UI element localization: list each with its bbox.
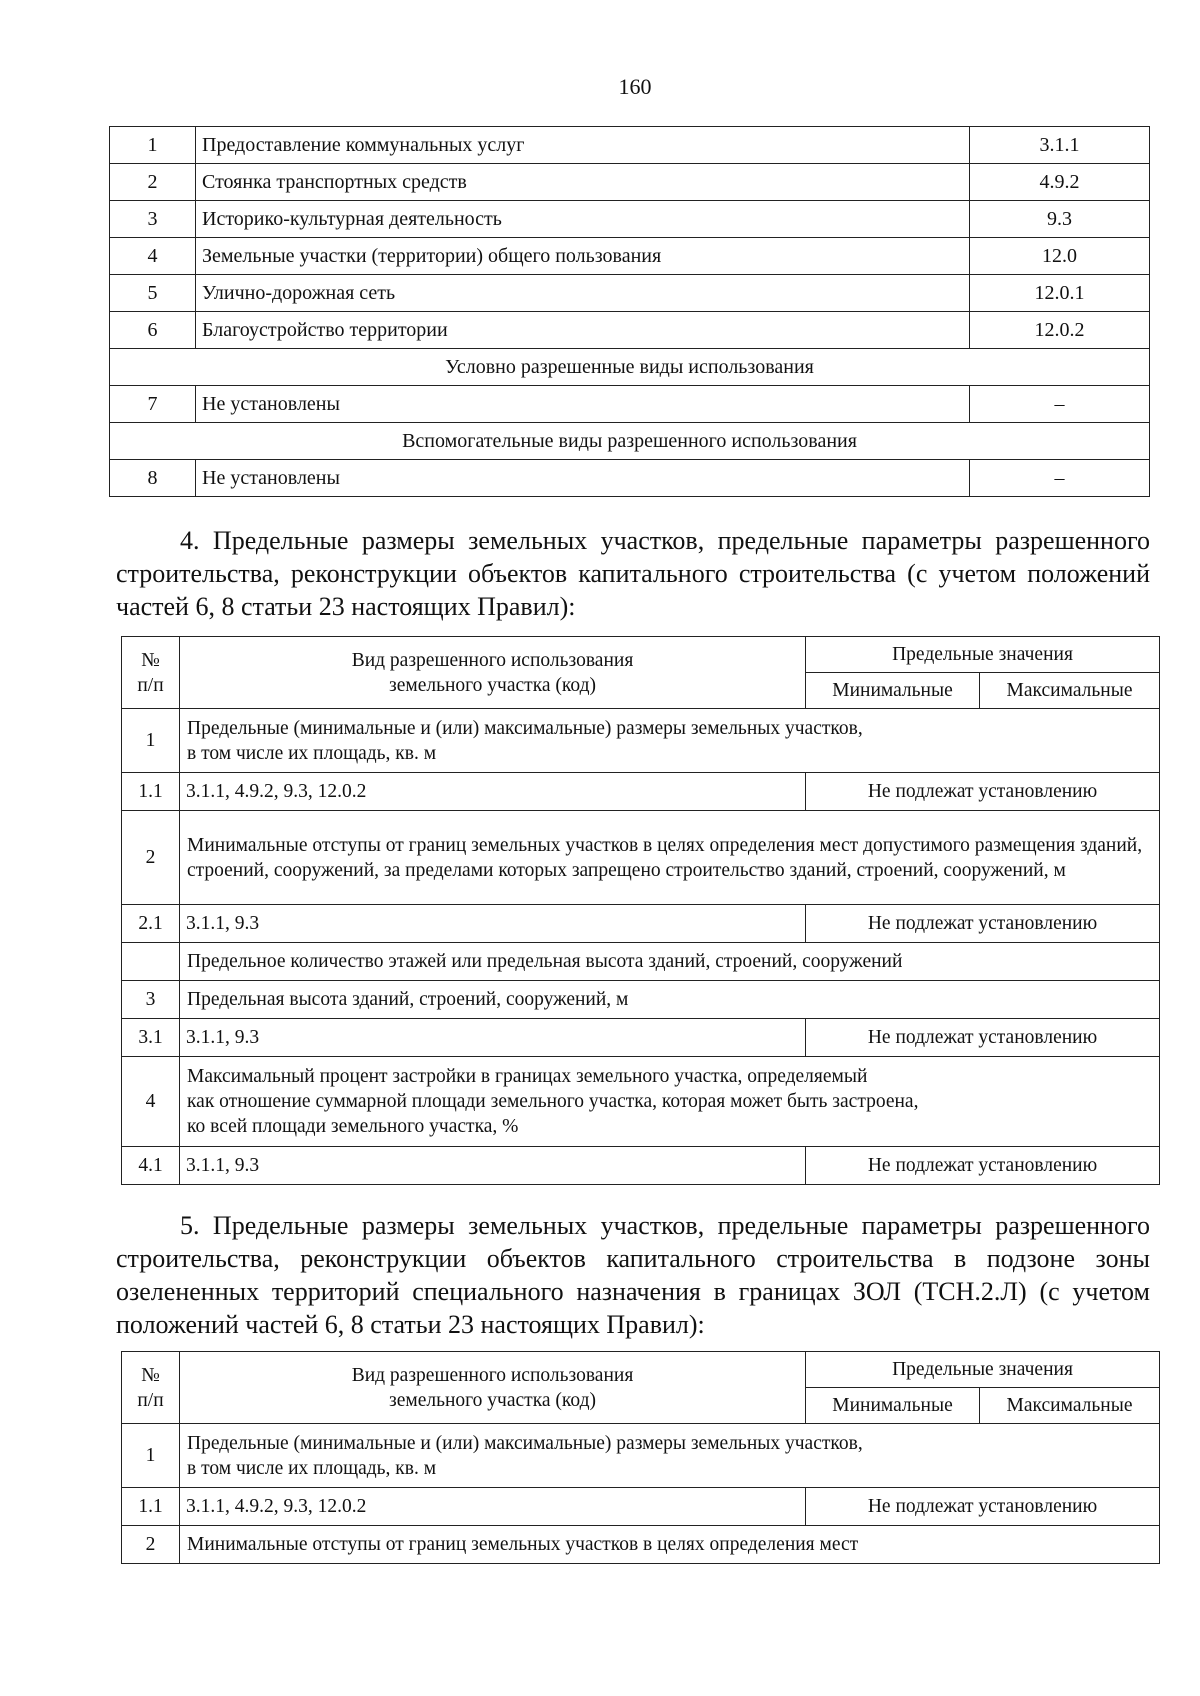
table-row <box>110 460 1150 497</box>
use-kind-name: Земельные участки (территории) общего пользования <box>196 238 970 275</box>
use-kind-code: 12.0.2 <box>970 312 1150 349</box>
table-row <box>110 238 1150 275</box>
table-header-row <box>122 1352 1160 1388</box>
header-number: № п/п <box>122 637 180 709</box>
limit-value: Не подлежат установлению <box>806 905 1160 943</box>
header-minimum: Минимальные <box>806 1388 980 1424</box>
section-row <box>110 349 1150 386</box>
use-kind-name: Благоустройство территории <box>196 312 970 349</box>
page-number: 160 <box>618 74 652 99</box>
section-heading-auxiliary: Вспомогательные виды разрешенного использования <box>110 423 1150 460</box>
row-number: 5 <box>110 275 196 312</box>
header-limit-values: Предельные значения <box>806 1352 1160 1388</box>
table-row <box>110 312 1150 349</box>
parameter-text: Предельное количество этажей или предельная высота зданий, строений, сооружений <box>180 943 1160 981</box>
table-row <box>122 1526 1160 1564</box>
row-number: 1 <box>122 709 180 773</box>
limit-value: Не подлежат установлению <box>806 1488 1160 1526</box>
row-number: 2 <box>122 1526 180 1564</box>
use-kind-name: Стоянка транспортных средств <box>196 164 970 201</box>
row-number: 1 <box>110 127 196 164</box>
header-use-kind: Вид разрешенного использования земельного участка (код) <box>180 1352 806 1424</box>
row-number: 4 <box>110 238 196 275</box>
row-number: 1 <box>122 1424 180 1488</box>
header-number: № п/п <box>122 1352 180 1424</box>
use-codes: 3.1.1, 9.3 <box>180 1019 806 1057</box>
use-kind-name: Предоставление коммунальных услуг <box>196 127 970 164</box>
header-use-kind: Вид разрешенного использования земельного участка (код) <box>180 637 806 709</box>
row-number: 8 <box>110 460 196 497</box>
paragraph-5-text: 5. Предельные размеры земельных участков, предельные параметры разрешенного строительства, реконструкции объектов капитального строительства в подзоне зоны озелененных территорий специального назначения в границах ЗОЛ (ТСН.2.Л) (с учетом положений частей 6, 8 статьи 23 настоящих Правил): <box>116 1211 1150 1339</box>
limit-value: Не подлежат установлению <box>806 773 1160 811</box>
row-number: 7 <box>110 386 196 423</box>
limit-value: Не подлежат установлению <box>806 1147 1160 1185</box>
use-kind-code: 12.0 <box>970 238 1150 275</box>
paragraph-4 <box>116 524 1150 623</box>
table-row <box>122 811 1160 905</box>
parameter-text: Максимальный процент застройки в границах земельного участка, определяемый как отношение суммарной площади земельного участка, которая может быть застроена, ко всей площади земельного участка, % <box>180 1057 1160 1147</box>
table-row <box>122 1019 1160 1057</box>
parameter-text: Предельная высота зданий, строений, сооружений, м <box>180 981 1160 1019</box>
row-number: 3 <box>122 981 180 1019</box>
row-number: 1.1 <box>122 1488 180 1526</box>
row-number: 1.1 <box>122 773 180 811</box>
row-number: 3 <box>110 201 196 238</box>
header-maximum: Максимальные <box>980 1388 1160 1424</box>
row-number: 2.1 <box>122 905 180 943</box>
header-maximum: Максимальные <box>980 673 1160 709</box>
row-number: 6 <box>110 312 196 349</box>
use-kind-name: Улично-дорожная сеть <box>196 275 970 312</box>
table-row <box>122 1057 1160 1147</box>
use-kind-code: 9.3 <box>970 201 1150 238</box>
table-row <box>110 386 1150 423</box>
paragraph-5 <box>116 1209 1150 1341</box>
use-kind-code: – <box>970 386 1150 423</box>
parameter-text: Предельные (минимальные и (или) максимальные) размеры земельных участков, в том числе их площадь, кв. м <box>180 709 1160 773</box>
permitted-use-table <box>109 126 1150 497</box>
table-row <box>122 1488 1160 1526</box>
use-codes: 3.1.1, 4.9.2, 9.3, 12.0.2 <box>180 1488 806 1526</box>
table-row <box>122 773 1160 811</box>
use-kind-name: Историко-культурная деятельность <box>196 201 970 238</box>
section-heading-conditional: Условно разрешенные виды использования <box>110 349 1150 386</box>
row-number: 4.1 <box>122 1147 180 1185</box>
section-row <box>110 423 1150 460</box>
table-row <box>110 127 1150 164</box>
paragraph-4-text: 4. Предельные размеры земельных участков, предельные параметры разрешенного строительства, реконструкции объектов капитального строительства (с учетом положений частей 6, 8 статьи 23 настоящих Правил): <box>116 526 1150 621</box>
header-limit-values: Предельные значения <box>806 637 1160 673</box>
row-number: 2 <box>110 164 196 201</box>
row-number: 3.1 <box>122 1019 180 1057</box>
table-row <box>122 709 1160 773</box>
parameter-text: Предельные (минимальные и (или) максимальные) размеры земельных участков, в том числе их площадь, кв. м <box>180 1424 1160 1488</box>
parameter-text: Минимальные отступы от границ земельных участков в целях определения мест <box>180 1526 1160 1564</box>
limit-value: Не подлежат установлению <box>806 1019 1160 1057</box>
header-minimum: Минимальные <box>806 673 980 709</box>
table-row <box>122 943 1160 981</box>
parameter-text: Минимальные отступы от границ земельных участков в целях определения мест допустимого размещения зданий, строений, сооружений, за пределами которых запрещено строительство зданий, строений, сооружений, м <box>180 811 1160 905</box>
row-number: 2 <box>122 811 180 905</box>
use-kind-name: Не установлены <box>196 460 970 497</box>
row-number: 4 <box>122 1057 180 1147</box>
table-row <box>122 1147 1160 1185</box>
use-codes: 3.1.1, 9.3 <box>180 1147 806 1185</box>
row-number-empty <box>122 943 180 981</box>
table-row <box>110 201 1150 238</box>
use-kind-code: 4.9.2 <box>970 164 1150 201</box>
table-row <box>122 905 1160 943</box>
table-row <box>122 1424 1160 1488</box>
use-codes: 3.1.1, 4.9.2, 9.3, 12.0.2 <box>180 773 806 811</box>
use-kind-code: 3.1.1 <box>970 127 1150 164</box>
table-row <box>110 275 1150 312</box>
use-codes: 3.1.1, 9.3 <box>180 905 806 943</box>
subzone-limits-table <box>121 1351 1160 1564</box>
use-kind-code: – <box>970 460 1150 497</box>
table-header-row <box>122 637 1160 673</box>
table-row <box>122 981 1160 1019</box>
table-row <box>110 164 1150 201</box>
use-kind-name: Не установлены <box>196 386 970 423</box>
use-kind-code: 12.0.1 <box>970 275 1150 312</box>
limits-table <box>121 636 1160 1185</box>
